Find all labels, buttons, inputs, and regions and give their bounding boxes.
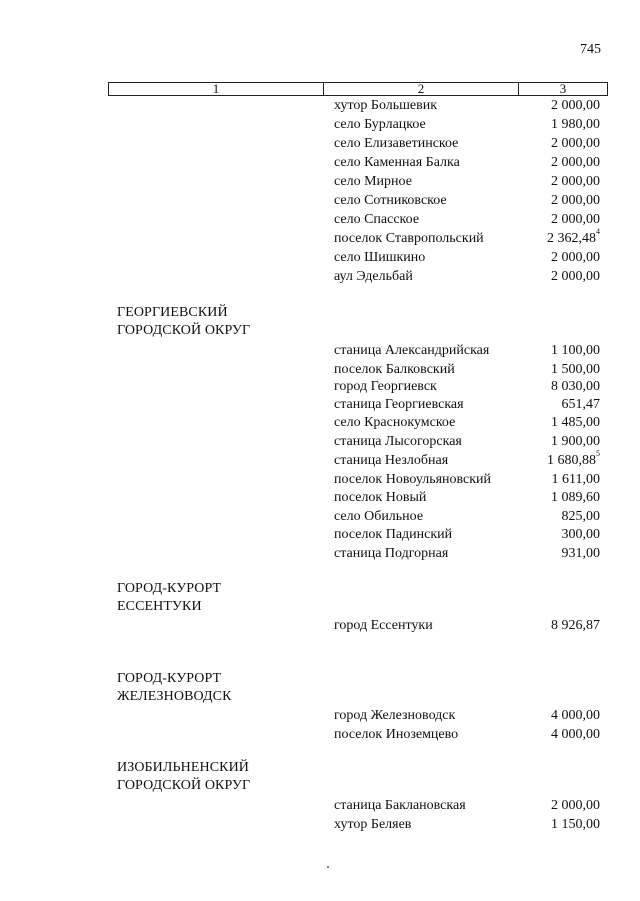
settlement-name: село Елизаветинское bbox=[334, 136, 459, 151]
table-row bbox=[334, 378, 600, 396]
amount-text: 4 000,00 bbox=[551, 708, 600, 723]
settlement-name: станица Незлобная bbox=[334, 453, 449, 468]
page-number: 745 bbox=[580, 42, 601, 57]
table-row bbox=[334, 116, 600, 134]
table-row bbox=[334, 268, 600, 286]
table-row bbox=[334, 526, 600, 544]
amount-value bbox=[551, 135, 600, 153]
amount-text: 651,47 bbox=[561, 397, 600, 412]
amount-value bbox=[551, 361, 600, 379]
settlement-name: село Обильное bbox=[334, 509, 424, 524]
amount-text: 2 000,00 bbox=[551, 212, 600, 227]
table-row bbox=[334, 617, 600, 635]
settlement-name: село Мирное bbox=[334, 174, 412, 189]
amount-text: 2 000,00 bbox=[551, 193, 600, 208]
table-row bbox=[334, 726, 600, 744]
region-heading bbox=[117, 304, 250, 340]
amount-text: 2 000,00 bbox=[551, 174, 600, 189]
amount-value bbox=[562, 545, 601, 563]
amount-value bbox=[551, 797, 600, 815]
amount-value bbox=[551, 816, 600, 834]
amount-text: 2 000,00 bbox=[551, 136, 600, 151]
amount-text: 1 500,00 bbox=[551, 362, 600, 377]
amount-text: 1 980,00 bbox=[551, 117, 600, 132]
settlement-name: станица Подгорная bbox=[334, 546, 449, 561]
amount-text: 300,00 bbox=[561, 527, 600, 542]
column-header-2: 2 bbox=[324, 83, 519, 95]
amount-text: 1 485,00 bbox=[551, 415, 600, 430]
region-heading-line: ГОРОДСКОЙ ОКРУГ bbox=[117, 323, 251, 338]
amount-value bbox=[551, 617, 600, 635]
settlement-name: аул Эдельбай bbox=[334, 269, 413, 284]
table-row bbox=[334, 173, 600, 191]
table-row bbox=[334, 249, 600, 267]
amount-value bbox=[551, 433, 600, 451]
table-row bbox=[334, 361, 600, 379]
amount-value bbox=[551, 268, 600, 286]
footnote-marker: 5 bbox=[596, 449, 600, 458]
table-row bbox=[334, 707, 600, 725]
table-row bbox=[334, 227, 600, 248]
settlement-name: поселок Падинский bbox=[334, 527, 453, 542]
amount-text: 2 362,48 bbox=[547, 231, 596, 246]
region-heading bbox=[117, 759, 250, 795]
table-row bbox=[334, 414, 600, 432]
amount-value bbox=[551, 211, 600, 229]
amount-value bbox=[551, 726, 600, 744]
amount-value bbox=[551, 116, 600, 134]
amount-text: 2 000,00 bbox=[551, 250, 600, 265]
settlement-name: станица Лысогорская bbox=[334, 434, 462, 449]
settlement-name: город Железноводск bbox=[334, 708, 456, 723]
amount-value bbox=[551, 342, 600, 360]
amount-text: 931,00 bbox=[561, 546, 600, 561]
settlement-name: станица Александрийская bbox=[334, 343, 490, 358]
region-heading-line: ГОРОДСКОЙ ОКРУГ bbox=[117, 778, 251, 793]
settlement-name: город Ессентуки bbox=[334, 618, 433, 633]
amount-text: 1 150,00 bbox=[551, 817, 600, 832]
region-heading-line: ЖЕЛЕЗНОВОДСК bbox=[117, 689, 232, 704]
footnote-marker: 4 bbox=[596, 227, 600, 236]
table-row bbox=[334, 797, 600, 815]
amount-value bbox=[551, 489, 600, 507]
amount-text: 2 000,00 bbox=[551, 798, 600, 813]
settlement-name: поселок Ставропольский bbox=[334, 231, 484, 246]
amount-text: 2 000,00 bbox=[551, 155, 600, 170]
settlement-name: станица Георгиевская bbox=[334, 397, 464, 412]
amount-value bbox=[551, 97, 600, 115]
settlement-name: село Шишкино bbox=[334, 250, 426, 265]
table-row bbox=[334, 471, 600, 489]
table-row bbox=[334, 135, 600, 153]
table-header bbox=[108, 82, 608, 96]
amount-value bbox=[551, 154, 600, 172]
amount-value bbox=[547, 227, 600, 248]
settlement-name: поселок Иноземцево bbox=[334, 727, 459, 742]
amount-value bbox=[551, 192, 600, 210]
table-row bbox=[334, 342, 600, 360]
table-row bbox=[334, 433, 600, 451]
amount-text: 8 926,87 bbox=[551, 618, 600, 633]
region-heading-line: ГЕОРГИЕВСКИЙ bbox=[117, 305, 228, 320]
table-row bbox=[334, 211, 600, 229]
settlement-name: хутор Большевик bbox=[334, 98, 438, 113]
amount-value bbox=[551, 173, 600, 191]
settlement-name: село Каменная Балка bbox=[334, 155, 460, 170]
settlement-name: село Краснокумское bbox=[334, 415, 456, 430]
region-heading-line: ЕССЕНТУКИ bbox=[117, 599, 202, 614]
table-row bbox=[334, 816, 600, 834]
settlement-name: село Бурлацкое bbox=[334, 117, 426, 132]
amount-value bbox=[552, 471, 600, 489]
amount-text: 2 000,00 bbox=[551, 98, 600, 113]
column-header-3: 3 bbox=[559, 81, 567, 96]
amount-text: 825,00 bbox=[561, 509, 600, 524]
settlement-name: село Сотниковское bbox=[334, 193, 447, 208]
settlement-name: село Спасское bbox=[334, 212, 420, 227]
region-heading bbox=[117, 670, 232, 706]
column-header-1: 1 bbox=[109, 83, 324, 95]
settlement-name: хутор Беляев bbox=[334, 817, 412, 832]
amount-value bbox=[562, 508, 601, 526]
page-mark-dot bbox=[327, 866, 329, 868]
region-heading-line: ГОРОД-КУРОРТ bbox=[117, 671, 222, 686]
settlement-name: станица Баклановская bbox=[334, 798, 466, 813]
table-row bbox=[334, 396, 600, 414]
table-row bbox=[334, 154, 600, 172]
amount-value bbox=[551, 378, 600, 396]
amount-value bbox=[551, 707, 600, 725]
table-row bbox=[334, 192, 600, 210]
amount-value bbox=[551, 414, 600, 432]
amount-text: 1 100,00 bbox=[551, 343, 600, 358]
amount-text: 1 611,00 bbox=[551, 472, 600, 487]
region-heading-line: ИЗОБИЛЬНЕНСКИЙ bbox=[117, 760, 249, 775]
amount-text: 2 000,00 bbox=[551, 269, 600, 284]
amount-value bbox=[547, 449, 600, 470]
table-row bbox=[334, 489, 600, 507]
table-row bbox=[334, 97, 600, 115]
settlement-name: поселок Новый bbox=[334, 490, 427, 505]
settlement-name: поселок Балковский bbox=[334, 362, 455, 377]
amount-value bbox=[551, 249, 600, 267]
amount-text: 4 000,00 bbox=[551, 727, 600, 742]
amount-text: 1 900,00 bbox=[551, 434, 600, 449]
table-row bbox=[334, 508, 600, 526]
table-row bbox=[334, 449, 600, 470]
settlement-name: поселок Новоульяновский bbox=[334, 472, 492, 487]
region-heading bbox=[117, 580, 221, 616]
amount-text: 1 089,60 bbox=[551, 490, 600, 505]
table-row bbox=[334, 545, 600, 563]
amount-text: 1 680,88 bbox=[547, 453, 596, 468]
amount-value bbox=[562, 526, 601, 544]
region-heading-line: ГОРОД-КУРОРТ bbox=[117, 581, 222, 596]
amount-value bbox=[562, 396, 601, 414]
settlement-name: город Георгиевск bbox=[334, 379, 437, 394]
amount-text: 8 030,00 bbox=[551, 379, 600, 394]
